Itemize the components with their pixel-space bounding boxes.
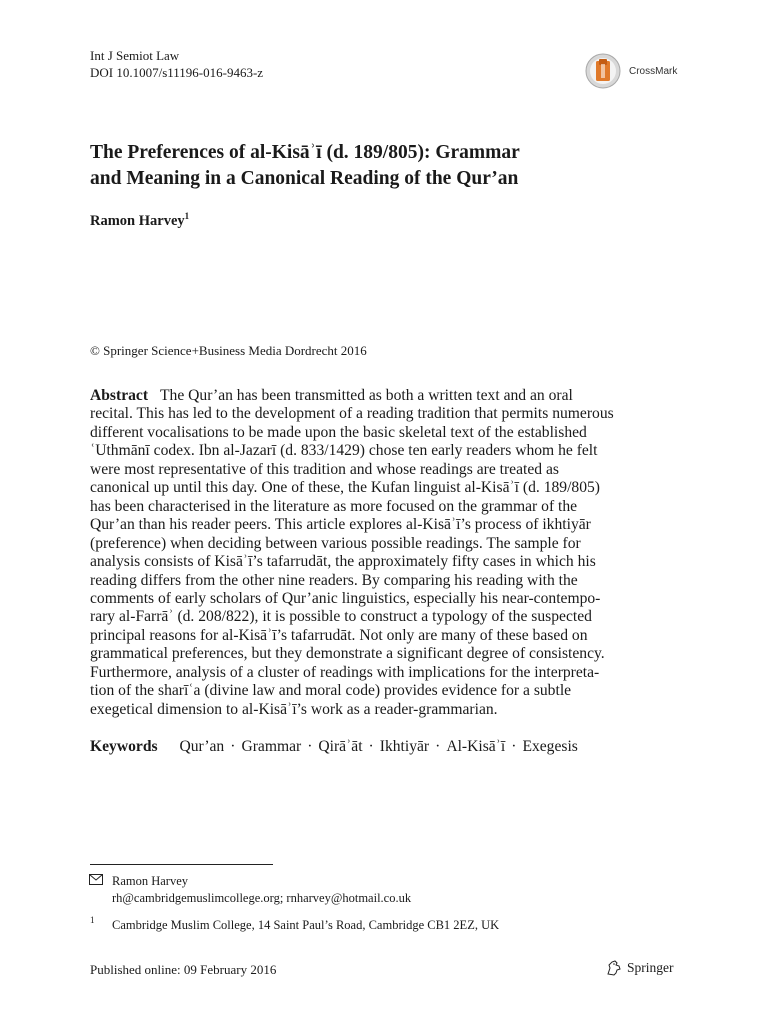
envelope-icon bbox=[89, 874, 103, 885]
author-name bbox=[90, 211, 189, 230]
abstract-line-9: analysis consists of Kisāʾī’s tafarrudāt, the approximately fifty cases in which his bbox=[90, 553, 596, 571]
doi[interactable]: DOI 10.1007/s11196-016-9463-z bbox=[90, 65, 264, 80]
abstract-line-3: ʿUthmānī codex. Ibn al-Jazarī (d. 833/1429) chose ten early readers whom he felt bbox=[90, 442, 598, 460]
crossmark-icon bbox=[585, 53, 621, 89]
abstract-line-15: Furthermore, analysis of a cluster of readings with implications for the interpreta- bbox=[90, 663, 600, 681]
abstract-line-13: principal reasons for al-Kisāʾī’s tafarrudāt. Not only are many of these based on bbox=[90, 626, 588, 644]
publisher-logo bbox=[605, 959, 674, 977]
author-affil-sup: 1 bbox=[184, 211, 190, 221]
keyword-separator: · bbox=[230, 738, 236, 755]
journal-name: Int J Semiot Law bbox=[90, 48, 180, 63]
abstract-line-11: comments of early scholars of Qur’anic linguistics, especially his near-contempo- bbox=[90, 589, 601, 607]
title-line-1: The Preferences of al-Kisāʾī (d. 189/805): Grammar bbox=[90, 142, 520, 163]
abstract-line-16: tion of the sharīʿa (divine law and moral code) provides evidence for a subtle bbox=[90, 682, 572, 700]
abstract-line-0 bbox=[90, 387, 680, 405]
keyword-item: Qirāʾāt bbox=[318, 738, 363, 755]
keyword-separator: · bbox=[511, 738, 517, 755]
abstract-line-10: reading differs from the other nine readers. By comparing his reading with the bbox=[90, 571, 578, 589]
abstract-line-7: Qur’an than his reader peers. This article explores al-Kisāʾī’s process of ikhtiyār bbox=[90, 516, 591, 534]
crossmark-badge[interactable] bbox=[585, 53, 677, 89]
keyword-separator: · bbox=[307, 738, 313, 755]
keyword-separator: · bbox=[368, 738, 374, 755]
abstract-line-8: (preference) when deciding between various possible readings. The sample for bbox=[90, 534, 581, 552]
article-title bbox=[90, 140, 650, 192]
abstract-label: Abstract bbox=[90, 387, 149, 404]
abstract-line-1: recital. This has led to the development of a reading tradition that permits numerous bbox=[90, 405, 614, 423]
abstract-line-2: different vocalisations to be made upon the basic skeletal text of the established bbox=[90, 423, 587, 441]
springer-horse-icon bbox=[605, 959, 623, 977]
abstract-line-5: canonical up until this day. One of these, the Kufan linguist al-Kisāʾī (d. 189/805) bbox=[90, 479, 601, 497]
affiliation-text: Cambridge Muslim College, 14 Saint Paul’s Road, Cambridge CB1 2EZ, UK bbox=[112, 918, 500, 932]
keyword-item: Qur’an bbox=[179, 738, 225, 755]
affiliation-number: 1 bbox=[90, 915, 95, 925]
contact-emails[interactable]: rh@cambridgemuslimcollege.org; rnharvey@hotmail.co.uk bbox=[112, 891, 412, 905]
keyword-item: Grammar bbox=[241, 738, 302, 755]
abstract-line-14: grammatical preferences, but they demonstrate a significant degree of consistency. bbox=[90, 645, 605, 663]
abstract-line-6: has been characterised in the literature as more focused on the grammar of the bbox=[90, 497, 578, 515]
abstract-line-17: exegetical dimension to al-Kisāʾī’s work as a reader-grammarian. bbox=[90, 700, 498, 718]
keywords-label: Keywords bbox=[90, 738, 158, 755]
keyword-item: Exegesis bbox=[522, 738, 578, 755]
published-date: Published online: 09 February 2016 bbox=[90, 962, 277, 977]
abstract-text-0: The Qur’an has been transmitted as both a written text and an oral bbox=[160, 387, 573, 404]
journal-header bbox=[90, 47, 263, 81]
keyword-separator: · bbox=[435, 738, 441, 755]
keyword-item: Al-Kisāʾī bbox=[446, 738, 506, 755]
crossmark-label: CrossMark bbox=[629, 65, 678, 77]
title-line-2: and Meaning in a Canonical Reading of the Qur’an bbox=[90, 168, 519, 189]
contact-name: Ramon Harvey bbox=[112, 874, 189, 888]
abstract-line-4: were most representative of this tradition and whose readings are treated as bbox=[90, 460, 559, 478]
author-text: Ramon Harvey bbox=[90, 212, 185, 229]
footnote-divider bbox=[90, 864, 273, 865]
copyright-notice: © Springer Science+Business Media Dordrecht 2016 bbox=[90, 343, 367, 358]
abstract bbox=[90, 387, 680, 719]
publisher-name: Springer bbox=[627, 960, 674, 975]
keyword-item: Ikhtiyār bbox=[379, 738, 430, 755]
abstract-line-12: rary al-Farrāʾ (d. 208/822), it is possible to construct a typology of the suspected bbox=[90, 608, 592, 626]
keywords bbox=[90, 738, 578, 756]
